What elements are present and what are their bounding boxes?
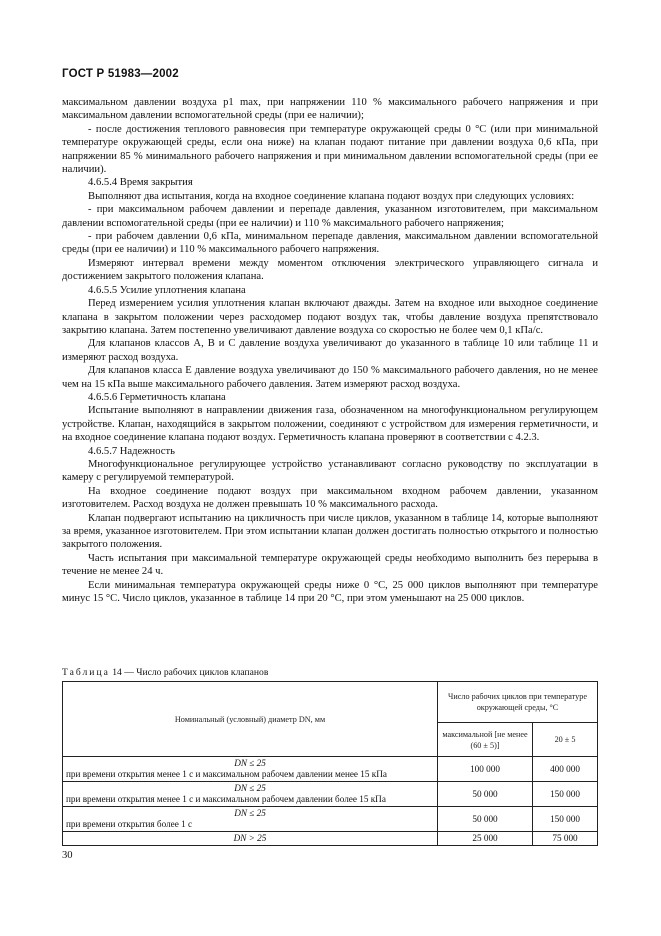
paragraph: Для клапанов класса Е давление воздуха увеличивают до 150 % максимального рабочего давления, но не менее чем на 15 кПа выше максимального рабочего давления. Затем измеряют расход воздуха. [62,365,598,390]
table-caption-label: Таблица [62,667,110,678]
condition-text: при времени открытия более 1 с [66,819,193,829]
cycles-20-cell: 75 000 [533,832,598,846]
cycles-max-cell: 50 000 [438,782,533,807]
table-row [63,782,598,807]
paragraph: Часть испытания при максимальной температуре окружающей среды необходимо выполнить без перерыва в течение не менее 24 ч. [62,552,598,578]
condition-text: при времени открытия менее 1 с и максимальном рабочем давлении менее 15 кПа [66,769,387,779]
paragraph: максимальном давлении воздуха p1 max, при напряжении 110 % максимального рабочего напряжения и при максимальном давлении вспомогательной среды (при ее наличии); [62,97,598,122]
diameter-cell [63,782,438,807]
header-diameter: Номинальный (условный) диаметр DN, мм [63,682,438,757]
header-max-temp: максимальной [не менее (60 ± 5)] [438,723,533,757]
cycles-table [62,681,598,846]
dn-value: DN ≤ 25 [234,783,266,793]
header-20-temp: 20 ± 5 [533,723,598,757]
page-number: 30 [62,850,73,861]
page-header: ГОСТ Р 51983—2002 [62,68,179,80]
paragraph: - при рабочем давлении 0,6 кПа, минимальном перепаде давления, максимальном давлении вспомогательной среды (при ее наличии) и 110 % максимального рабочего напряжения. [62,231,598,256]
body-text [62,96,598,605]
cycles-max-cell: 25 000 [438,832,533,846]
cycles-max-cell: 100 000 [438,757,533,782]
paragraph: Выполняют два испытания, когда на входное соединение клапана подают воздух при следующих условиях: [88,190,575,202]
section-heading: 4.6.5.4 Время закрытия [88,177,193,189]
paragraph: Клапан подвергают испытанию на цикличность при числе циклов, указанном в таблице 14, которые выполняют за время, указанное изготовителем. При этом испытании клапан должен достигать полностью открытого и полностью закрытого положения. [62,512,598,551]
section-heading: 4.6.5.6 Герметичность клапана [88,391,226,403]
paragraph: - при максимальном рабочем давлении и перепаде давления, указанном изготовителем, при максимальном давлении вспомогательной среды (при ее наличии) и 110 % максимального рабочего напряжения; [62,204,598,229]
table-row [63,807,598,832]
paragraph: - после достижения теплового равновесия при температуре окружающей среды 0 °С (или при минимальной температуре окружающей среды, если она ниже) на клапан подают питание при давлении воздуха 0,6 кПа, при напряжении 85 % минимального рабочего напряжения и при минимальном давлении вспомогательной среды (при ее наличии). [62,123,598,176]
section-heading: 4.6.5.5 Усилие уплотнения клапана [88,284,246,296]
cycles-20-cell: 150 000 [533,807,598,832]
diameter-cell [63,832,438,846]
cycles-20-cell: 150 000 [533,782,598,807]
dn-value: DN ≤ 25 [234,808,266,818]
table-row [63,757,598,782]
diameter-cell [63,807,438,832]
paragraph: На входное соединение подают воздух при максимальном входном рабочем давлении, указанном изготовителем. Расход воздуха не должен превышать 10 % максимального расхода. [62,485,598,511]
paragraph: Измеряют интервал времени между моментом отключения электрического управляющего сигнала и достижением закрытого положения клапана. [62,257,598,283]
table-row [63,832,598,846]
cycles-20-cell: 400 000 [533,757,598,782]
paragraph: Перед измерением усилия уплотнения клапан включают дважды. Затем на входное или выходное соединение клапана в закрытом положении через расходомер подают воздух так, чтобы давление воздуха препятствовало закрытию клапана. Затем постепенно увеличивают давление воздуха со скоростью не более чем 0,1 кПа/с. [62,298,598,336]
condition-text: при времени открытия менее 1 с и максимальном рабочем давлении более 15 кПа [66,794,386,804]
paragraph: Если минимальная температура окружающей среды ниже 0 °С, 25 000 циклов выполняют при температуре минус 15 °С. Число циклов, указанное в таблице 14 при 20 °С, при этом уменьшают на 25 000 циклов. [62,579,598,605]
dn-value: DN > 25 [233,833,267,843]
cycles-max-cell: 50 000 [438,807,533,832]
paragraph: Многофункциональное регулирующее устройство устанавливают согласно руководству по эксплуатации в камеру с регулируемой температурой. [62,458,598,484]
dn-value: DN ≤ 25 [234,758,266,768]
paragraph: Испытание выполняют в направлении движения газа, обозначенном на многофункциональном регулирующем устройстве. Клапан, находящийся в закрытом положении, соединяют с устройством для измерения герметичности, и на входное соединение клапана подают воздух. Герметичность клапана проверяют в соответствии с 4.2.3. [62,405,598,444]
header-cycles: Число рабочих циклов при температуре окружающей среды, °С [438,682,598,723]
diameter-cell [63,757,438,782]
paragraph: Для клапанов классов А, В и С давление воздуха увеличивают до указанного в таблице 10 или таблице 11 и измеряют расход воздуха. [62,338,598,363]
table-caption-text: 14 — Число рабочих циклов клапанов [109,667,269,678]
table-caption [62,667,268,678]
section-heading: 4.6.5.7 Надежность [88,445,175,457]
